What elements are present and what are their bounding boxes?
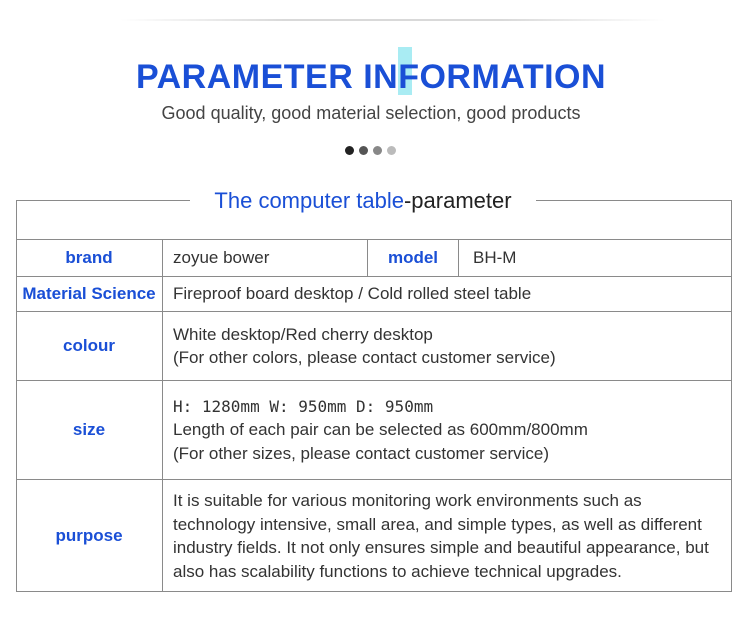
purpose-value bbox=[173, 480, 724, 592]
brand-label: brand bbox=[16, 240, 163, 276]
model-label: model bbox=[367, 240, 459, 276]
purpose-line: industry fields. It not only ensures simple and beautiful appearance, but bbox=[173, 538, 709, 557]
table-row-brand bbox=[16, 239, 732, 276]
colour-line: White desktop/Red cherry desktop bbox=[173, 324, 433, 344]
size-label: size bbox=[16, 381, 163, 479]
table-title-product: The computer table bbox=[214, 188, 404, 213]
purpose-line: It is suitable for various monitoring work environments such as bbox=[173, 491, 642, 510]
carousel-dots bbox=[345, 146, 396, 155]
purpose-line: also has scalability functions to achieve technical upgrades. bbox=[173, 561, 622, 581]
size-line: Length of each pair can be selected as 600mm/800mm bbox=[173, 420, 588, 440]
size-value bbox=[173, 381, 724, 479]
dot-3 bbox=[373, 146, 382, 155]
table-row-size bbox=[16, 380, 732, 479]
dot-2 bbox=[359, 146, 368, 155]
colour-line: (For other colors, please contact customer service) bbox=[173, 348, 556, 367]
page-subtitle: Good quality, good material selection, good products bbox=[161, 103, 581, 123]
colour-value bbox=[173, 312, 724, 380]
size-line: H: 1280mm W: 950mm D: 950mm bbox=[173, 396, 434, 416]
table-row-colour bbox=[16, 311, 732, 380]
top-divider-line bbox=[120, 19, 665, 21]
material-label: Material Science bbox=[16, 277, 163, 311]
purpose-line: technology intensive, small area, and simple types, as well as different bbox=[173, 514, 702, 534]
table-row-material bbox=[16, 276, 732, 311]
dot-1 bbox=[345, 146, 354, 155]
purpose-label: purpose bbox=[16, 480, 163, 592]
table-title-suffix: -parameter bbox=[403, 188, 512, 213]
brand-value: zoyue bower bbox=[173, 248, 270, 268]
material-value: Fireproof board desktop / Cold rolled steel table bbox=[173, 284, 532, 304]
table-title bbox=[190, 185, 536, 217]
model-value: BH-M bbox=[473, 248, 517, 267]
dot-4 bbox=[387, 146, 396, 155]
colour-label: colour bbox=[16, 312, 163, 380]
size-line: (For other sizes, please contact customer service) bbox=[173, 443, 550, 463]
page-title: PARAMETER INFORMATION bbox=[135, 58, 607, 96]
table-row-purpose bbox=[16, 479, 732, 592]
